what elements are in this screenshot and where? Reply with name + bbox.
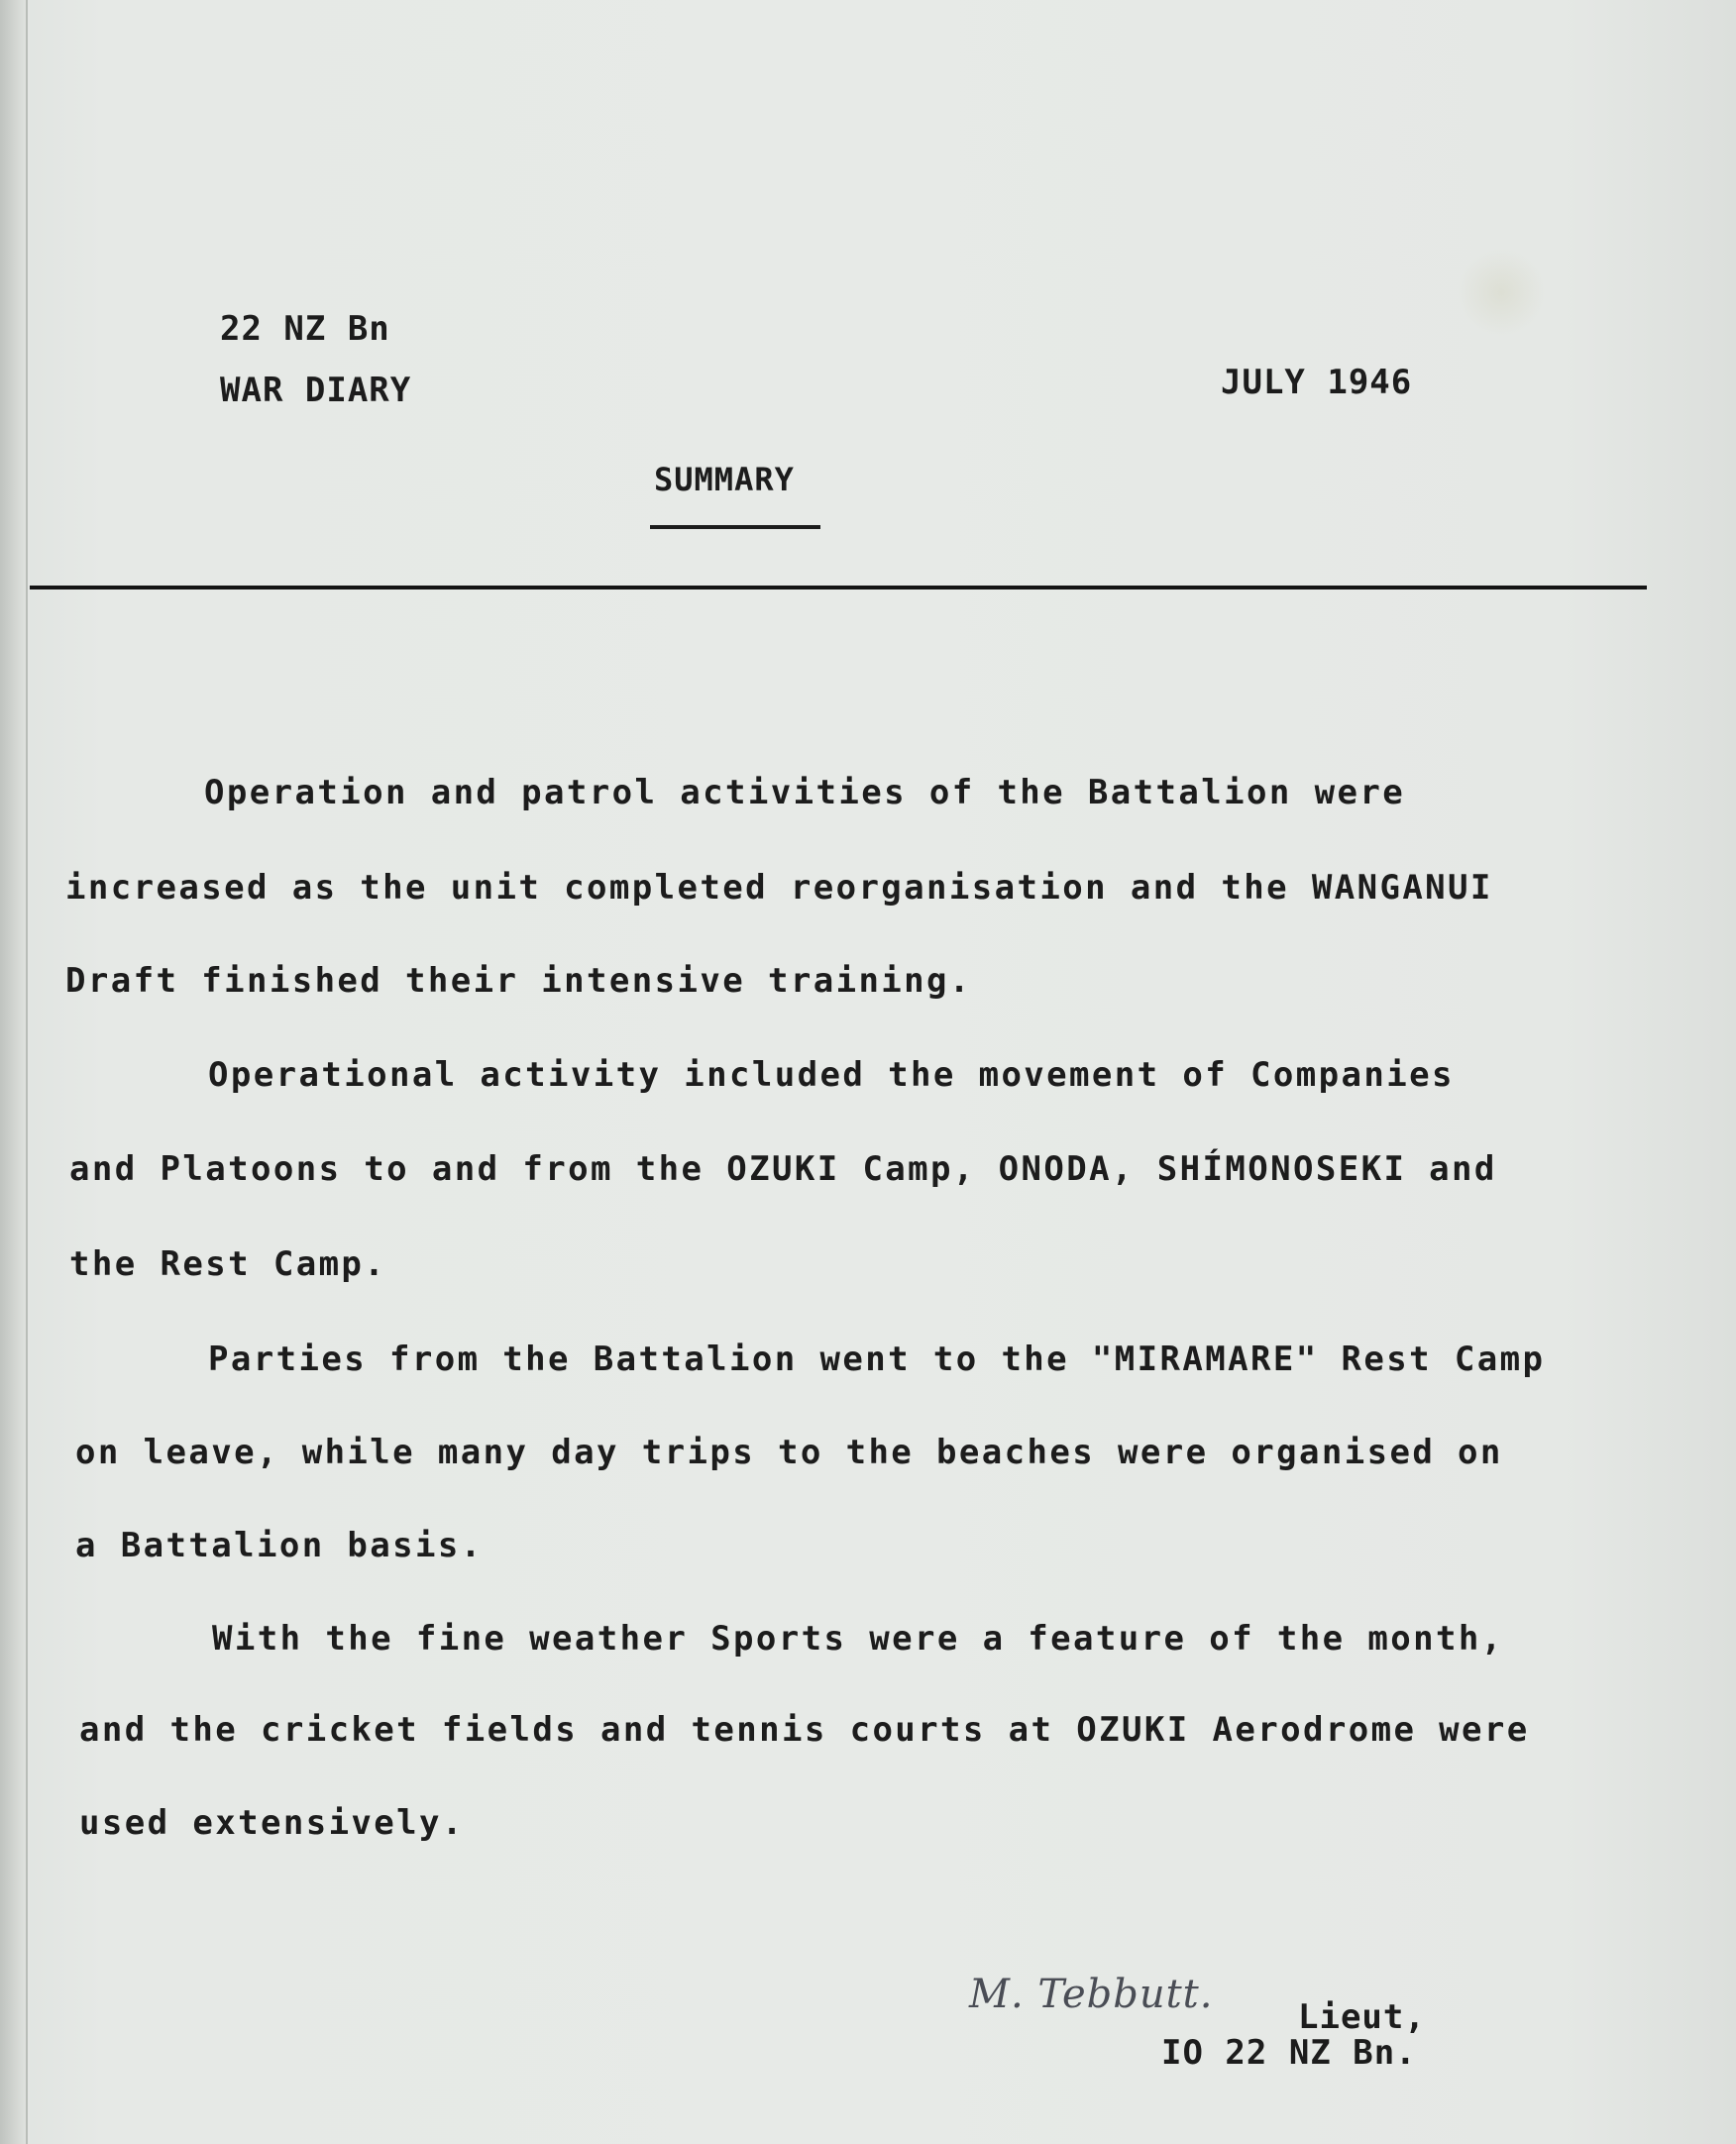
body-line: a Battalion basis. bbox=[75, 1526, 484, 1565]
diary-date: JULY 1946 bbox=[1221, 363, 1413, 402]
body-line: With the fine weather Sports were a feature of the month, bbox=[212, 1619, 1504, 1659]
body-line: and Platoons to and from the OZUKI Camp, ONODA, SHÍMONOSEKI and bbox=[69, 1149, 1497, 1189]
paper-stain bbox=[1457, 248, 1546, 337]
page-fold bbox=[26, 0, 28, 2144]
summary-heading: SUMMARY bbox=[654, 461, 795, 498]
body-line: increased as the unit completed reorganisation and the WANGANUI bbox=[65, 868, 1493, 908]
body-line: on leave, while many day trips to the beaches were organised on bbox=[75, 1433, 1503, 1472]
unit-heading: 22 NZ Bn bbox=[220, 309, 390, 349]
signatory-appointment: IO 22 NZ Bn. bbox=[1161, 2033, 1417, 2073]
body-line: Parties from the Battalion went to the "MIRAMARE" Rest Camp bbox=[208, 1340, 1546, 1379]
diary-title: WAR DIARY bbox=[220, 371, 412, 410]
body-line: and the cricket fields and tennis courts at OZUKI Aerodrome were bbox=[79, 1710, 1530, 1750]
body-line: used extensively. bbox=[79, 1803, 465, 1843]
handwritten-signature: M. Tebbutt. bbox=[969, 1972, 1214, 2017]
body-line: Operation and patrol activities of the Battalion were bbox=[204, 773, 1406, 812]
summary-underline bbox=[650, 525, 820, 529]
body-line: Draft finished their intensive training. bbox=[65, 961, 972, 1001]
horizontal-rule bbox=[30, 586, 1647, 590]
body-line: the Rest Camp. bbox=[69, 1244, 387, 1284]
signatory-rank: Lieut, bbox=[1298, 1997, 1426, 2037]
body-line: Operational activity included the movement of Companies bbox=[208, 1055, 1455, 1095]
